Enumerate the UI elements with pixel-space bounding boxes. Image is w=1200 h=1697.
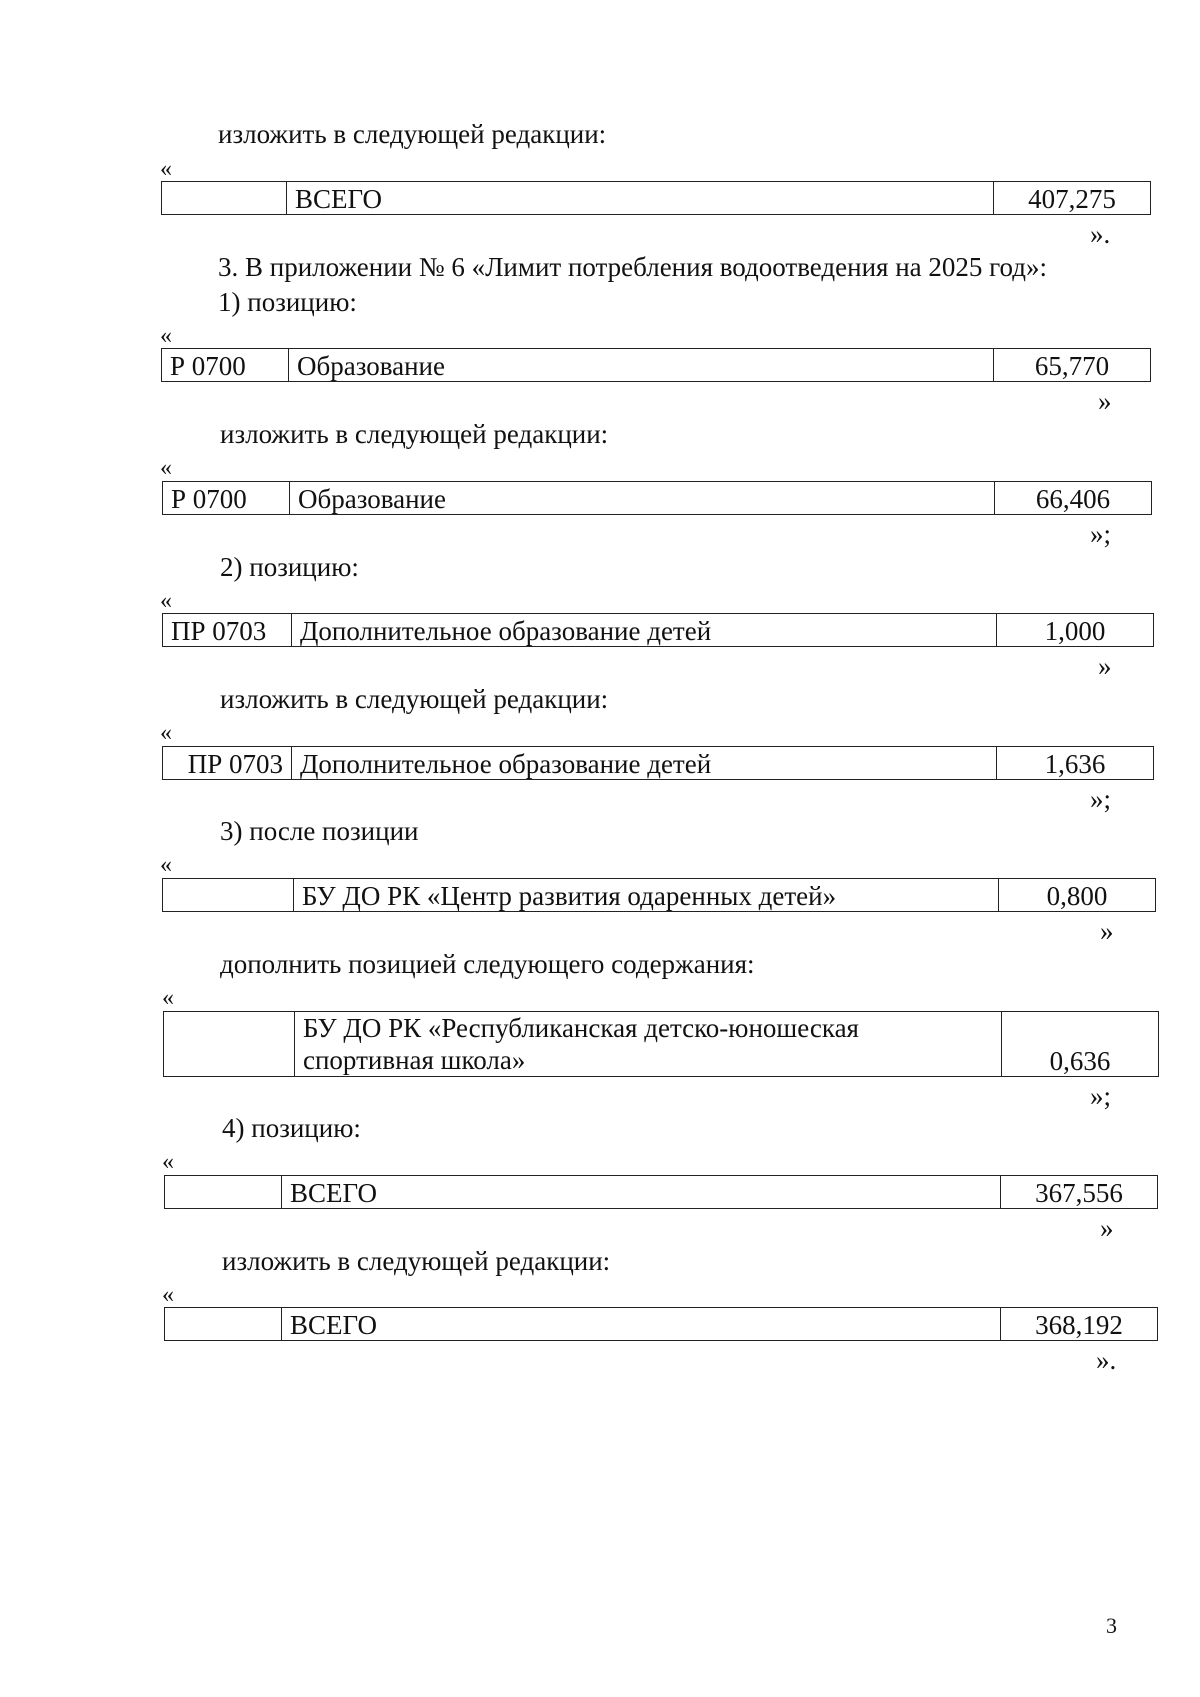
intro-text: дополнить позицией следующего содержания: xyxy=(220,949,755,979)
code-cell xyxy=(165,1308,282,1341)
value-cell: 367,556 xyxy=(1001,1176,1158,1209)
position-table xyxy=(163,1011,1159,1077)
position-table xyxy=(162,878,1156,912)
open-quote: « xyxy=(160,720,172,746)
open-quote: « xyxy=(160,156,172,182)
open-quote: « xyxy=(160,852,172,878)
close-quote: »; xyxy=(1090,1081,1112,1111)
table-row xyxy=(163,482,1152,515)
page-number: 3 xyxy=(1106,1613,1117,1638)
position-label: 3) после позиции xyxy=(220,816,419,846)
table-row xyxy=(162,349,1151,382)
position-label: 2) позицию: xyxy=(220,552,359,582)
name-cell: Дополнительное образование детей xyxy=(292,614,997,647)
close-quote: » xyxy=(1100,1213,1114,1243)
position-label: 4) позицию: xyxy=(222,1113,361,1143)
position-table xyxy=(161,181,1151,215)
close-quote: » xyxy=(1098,386,1112,416)
table-row xyxy=(163,614,1154,647)
section-heading: 3. В приложении № 6 «Лимит потребления водоотведения на 2025 год»: xyxy=(218,252,1048,282)
value-cell: 368,192 xyxy=(1001,1308,1158,1341)
name-cell: ВСЕГО xyxy=(287,182,994,215)
name-cell: ВСЕГО xyxy=(282,1308,1001,1341)
name-cell: ВСЕГО xyxy=(282,1176,1001,1209)
value-cell: 66,406 xyxy=(995,482,1152,515)
position-table xyxy=(164,1307,1158,1341)
open-quote: « xyxy=(162,985,174,1011)
value-cell: 1,636 xyxy=(997,747,1154,780)
code-cell xyxy=(165,1176,282,1209)
intro-text: изложить в следующей редакции: xyxy=(220,684,609,714)
intro-text: изложить в следующей редакции: xyxy=(220,419,609,449)
close-quote: ». xyxy=(1090,219,1111,249)
name-cell: БУ ДО РК «Центр развития одаренных детей» xyxy=(294,879,999,912)
code-cell xyxy=(162,182,287,215)
code-cell: ПР 0703 xyxy=(163,614,292,647)
table-row xyxy=(165,1308,1158,1341)
open-quote: « xyxy=(162,1149,174,1175)
position-table xyxy=(162,481,1152,515)
close-quote: » xyxy=(1100,916,1114,946)
name-cell: Дополнительное образование детей xyxy=(292,747,997,780)
table-row xyxy=(164,1012,1159,1077)
position-table xyxy=(162,746,1154,780)
open-quote: « xyxy=(160,323,172,349)
position-table xyxy=(161,348,1151,382)
open-quote: « xyxy=(160,588,172,614)
table-row xyxy=(162,182,1151,215)
code-cell: Р 0700 xyxy=(162,349,289,382)
table-row xyxy=(163,747,1154,780)
open-quote: « xyxy=(160,455,172,481)
name-cell: Образование xyxy=(290,482,995,515)
close-quote: »; xyxy=(1090,784,1112,814)
code-cell: ПР 0703 xyxy=(163,747,292,780)
close-quote: »; xyxy=(1090,519,1112,549)
value-cell: 0,800 xyxy=(999,879,1156,912)
name-cell: Образование xyxy=(289,349,994,382)
code-cell: Р 0700 xyxy=(163,482,290,515)
position-table xyxy=(162,613,1154,647)
close-quote: ». xyxy=(1096,1345,1117,1375)
code-cell xyxy=(164,1012,295,1077)
intro-text: изложить в следующей редакции: xyxy=(222,1246,611,1276)
table-row xyxy=(163,879,1156,912)
code-cell xyxy=(163,879,294,912)
name-cell: БУ ДО РК «Республиканская детско-юношеская спортивная школа» xyxy=(295,1012,1002,1077)
value-cell: 1,000 xyxy=(997,614,1154,647)
close-quote: » xyxy=(1098,651,1112,681)
value-cell: 407,275 xyxy=(994,182,1151,215)
position-table xyxy=(164,1175,1158,1209)
value-cell: 0,636 xyxy=(1002,1012,1159,1077)
intro-text: изложить в следующей редакции: xyxy=(218,119,607,149)
table-row xyxy=(165,1176,1158,1209)
value-cell: 65,770 xyxy=(994,349,1151,382)
open-quote: « xyxy=(162,1282,174,1308)
position-label: 1) позицию: xyxy=(218,287,357,317)
